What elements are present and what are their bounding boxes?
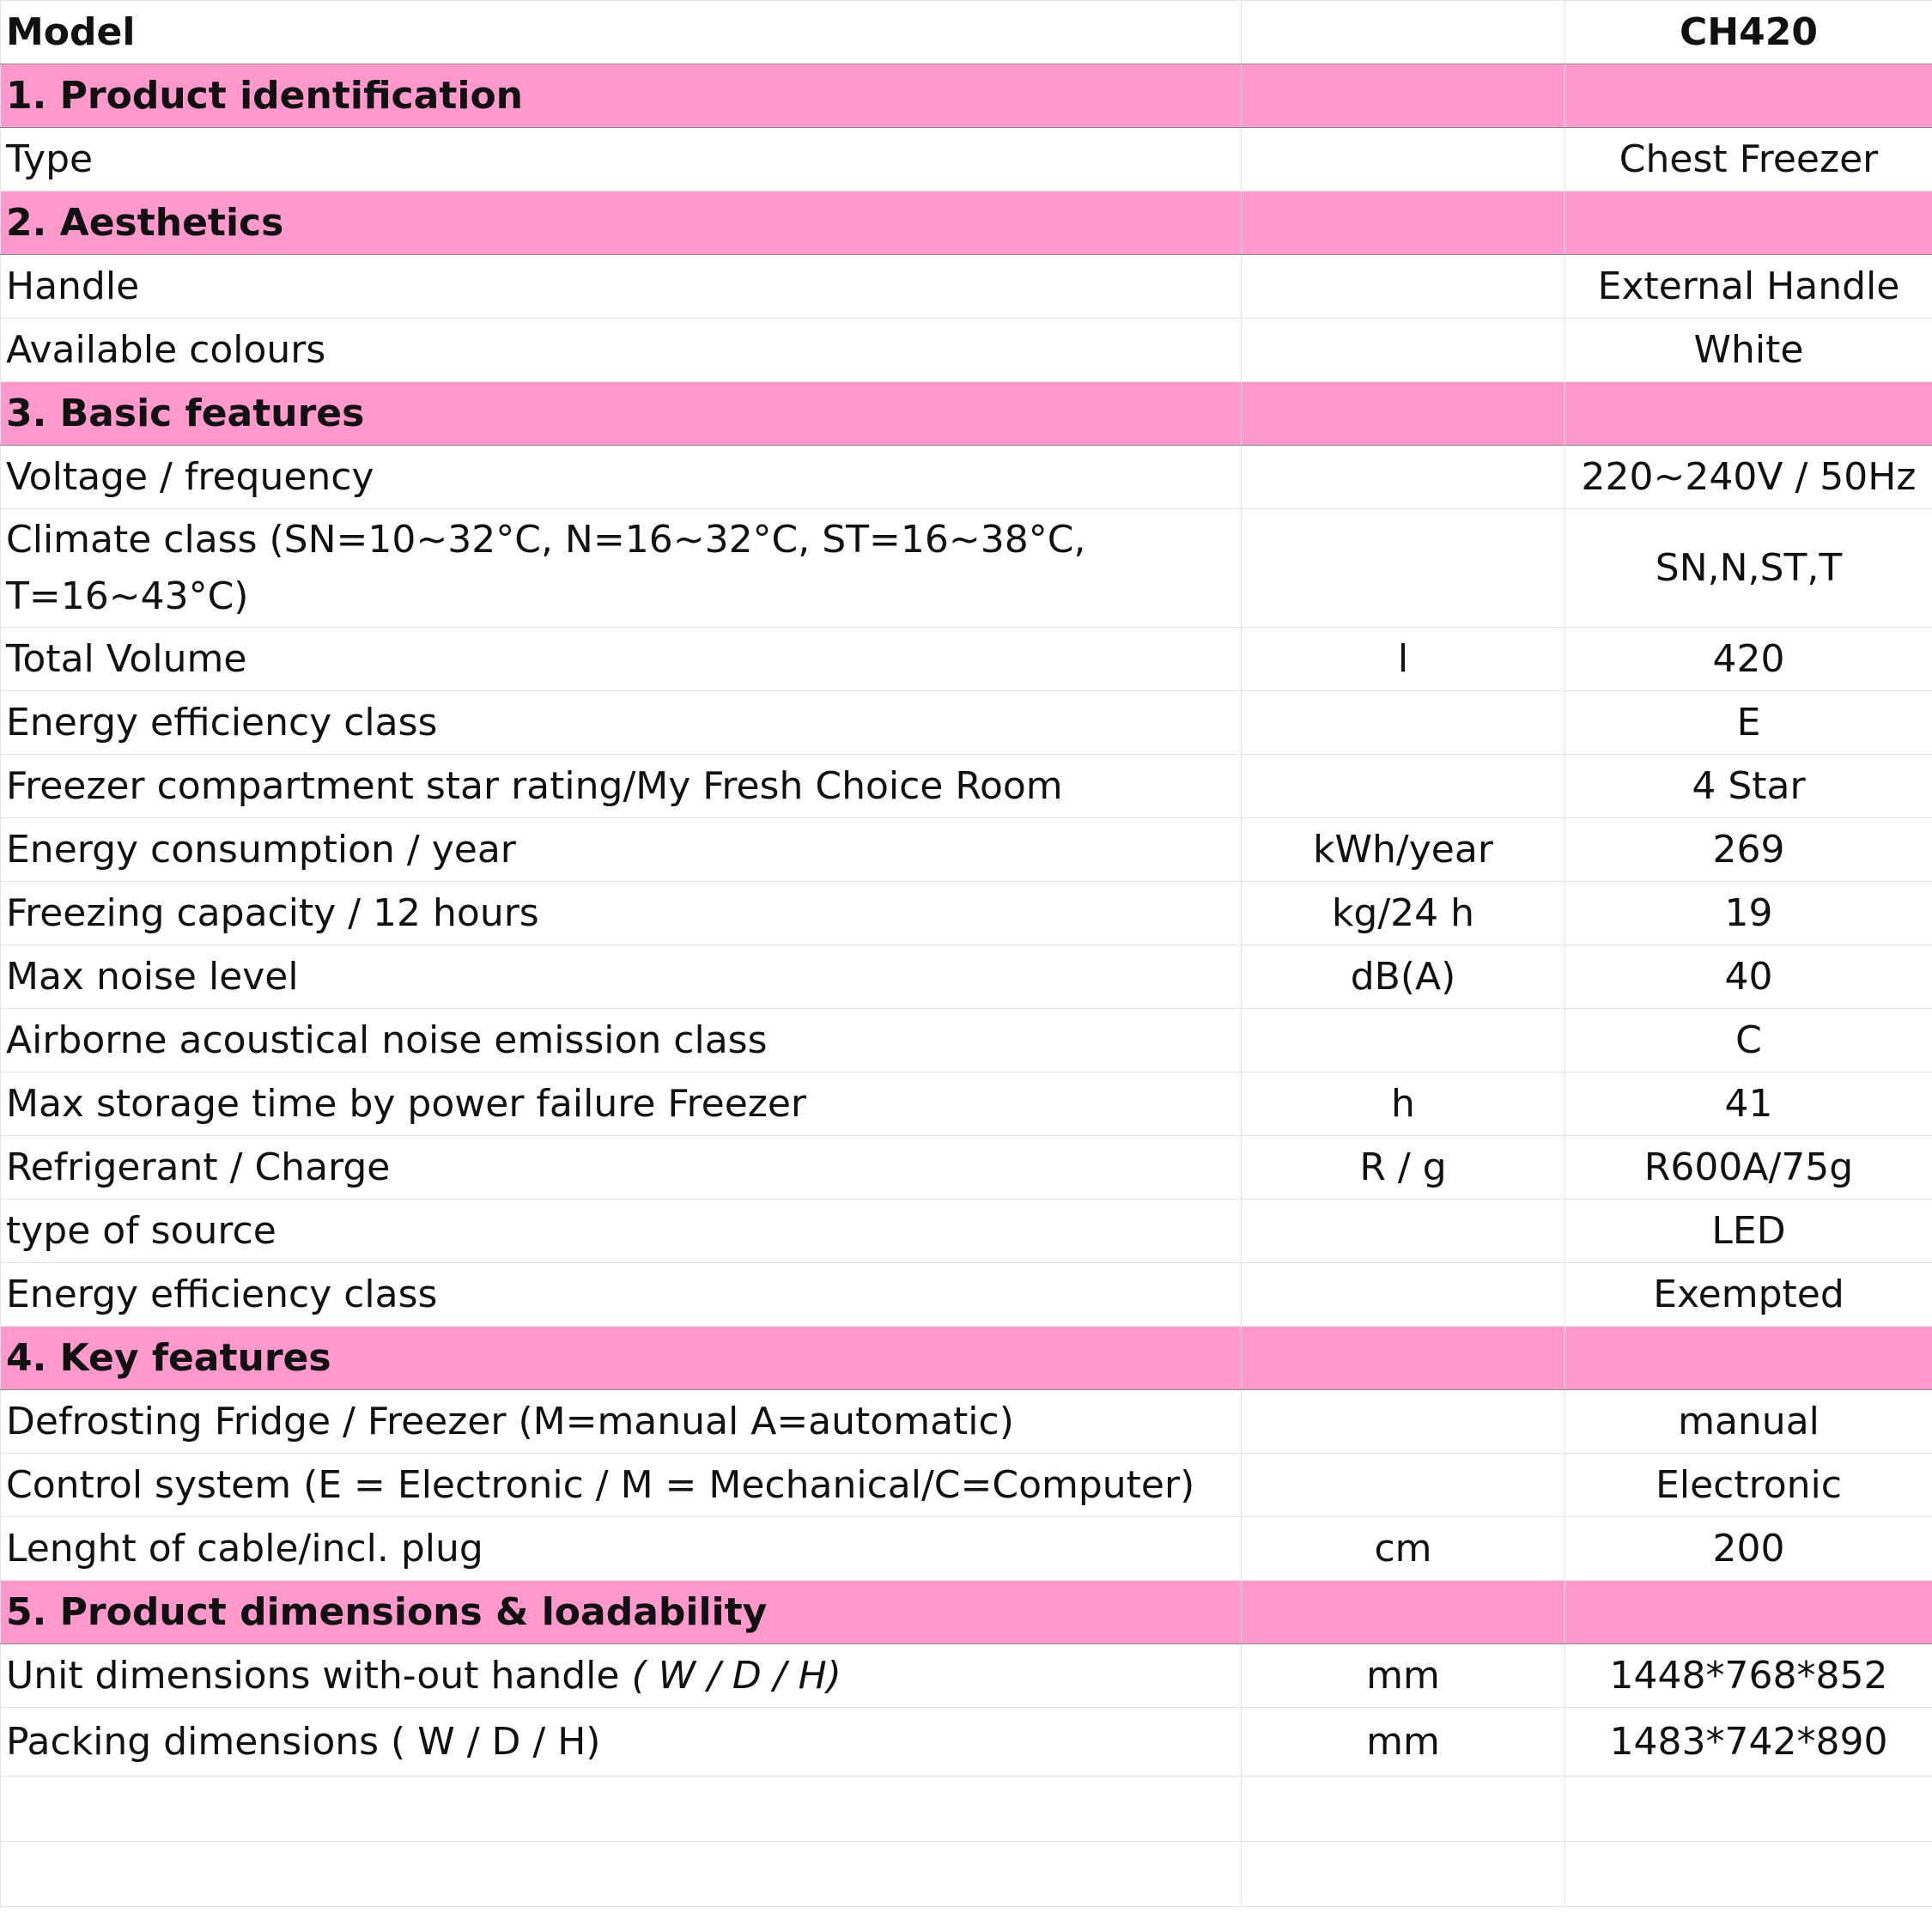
unit-cell bbox=[1242, 1327, 1565, 1390]
empty-row bbox=[1, 1842, 1932, 1907]
spec-row-climate-class bbox=[1, 509, 1932, 628]
spec-label: Climate class (SN=10~32°C, N=16~32°C, ST=16~38°C, T=16~43°C) bbox=[1, 509, 1242, 628]
value-cell: SN,N,ST,T bbox=[1565, 509, 1932, 628]
spec-row-refrigerant bbox=[1, 1136, 1932, 1200]
model-header-row bbox=[1, 1, 1932, 64]
value-cell: External Handle bbox=[1565, 255, 1932, 319]
value-cell: 420 bbox=[1565, 628, 1932, 691]
unit-cell bbox=[1242, 319, 1565, 382]
spec-label: Voltage / frequency bbox=[1, 446, 1242, 509]
value-cell bbox=[1565, 1581, 1932, 1644]
spec-label bbox=[1, 1644, 1242, 1708]
value-cell bbox=[1565, 191, 1932, 255]
model-name: CH420 bbox=[1565, 1, 1932, 64]
section-title: 3. Basic features bbox=[1, 382, 1242, 446]
value-cell bbox=[1565, 64, 1932, 128]
unit-cell bbox=[1242, 691, 1565, 755]
value-cell: manual bbox=[1565, 1390, 1932, 1454]
spec-row-type bbox=[1, 128, 1932, 191]
spec-row-light-energy-class bbox=[1, 1263, 1932, 1327]
section-aesthetics bbox=[1, 191, 1932, 255]
unit-cell bbox=[1242, 64, 1565, 128]
spec-label bbox=[1, 1777, 1242, 1842]
model-unit bbox=[1242, 1, 1565, 64]
value-cell bbox=[1565, 1842, 1932, 1907]
section-basic-features bbox=[1, 382, 1932, 446]
spec-row-freezing-capacity bbox=[1, 882, 1932, 945]
spec-label: Freezer compartment star rating/My Fresh Choice Room bbox=[1, 755, 1242, 818]
unit-cell: mm bbox=[1242, 1644, 1565, 1708]
spec-label: Max noise level bbox=[1, 945, 1242, 1009]
unit-cell bbox=[1242, 382, 1565, 446]
unit-cell: l bbox=[1242, 628, 1565, 691]
unit-cell: R / g bbox=[1242, 1136, 1565, 1200]
value-cell: C bbox=[1565, 1009, 1932, 1072]
unit-cell: mm bbox=[1242, 1708, 1565, 1777]
spec-label: Packing dimensions ( W / D / H) bbox=[1, 1708, 1242, 1777]
section-title: 1. Product identification bbox=[1, 64, 1242, 128]
spec-label: Freezing capacity / 12 hours bbox=[1, 882, 1242, 945]
spec-row-storage-time bbox=[1, 1072, 1932, 1136]
spec-label: Defrosting Fridge / Freezer (M=manual A=automatic) bbox=[1, 1390, 1242, 1454]
spec-label: Available colours bbox=[1, 319, 1242, 382]
unit-cell: h bbox=[1242, 1072, 1565, 1136]
value-cell: R600A/75g bbox=[1565, 1136, 1932, 1200]
value-cell: 200 bbox=[1565, 1517, 1932, 1581]
spec-row-total-volume bbox=[1, 628, 1932, 691]
spec-row-colours bbox=[1, 319, 1932, 382]
unit-cell bbox=[1242, 255, 1565, 319]
unit-cell bbox=[1242, 1842, 1565, 1907]
spec-label: Refrigerant / Charge bbox=[1, 1136, 1242, 1200]
spec-label: Lenght of cable/incl. plug bbox=[1, 1517, 1242, 1581]
value-cell: LED bbox=[1565, 1200, 1932, 1263]
spec-label: Total Volume bbox=[1, 628, 1242, 691]
spec-row-cable-length bbox=[1, 1517, 1932, 1581]
spec-row-defrosting bbox=[1, 1390, 1932, 1454]
spec-row-voltage bbox=[1, 446, 1932, 509]
spec-row-handle bbox=[1, 255, 1932, 319]
value-cell: Exempted bbox=[1565, 1263, 1932, 1327]
unit-cell bbox=[1242, 755, 1565, 818]
value-cell bbox=[1565, 1777, 1932, 1842]
value-cell: 41 bbox=[1565, 1072, 1932, 1136]
unit-cell bbox=[1242, 1777, 1565, 1842]
spec-label: Max storage time by power failure Freezer bbox=[1, 1072, 1242, 1136]
unit-cell: dB(A) bbox=[1242, 945, 1565, 1009]
unit-cell bbox=[1242, 1009, 1565, 1072]
unit-cell bbox=[1242, 191, 1565, 255]
spec-label: Energy efficiency class bbox=[1, 1263, 1242, 1327]
section-key-features bbox=[1, 1327, 1932, 1390]
unit-cell: kg/24 h bbox=[1242, 882, 1565, 945]
spec-row-light-source bbox=[1, 1200, 1932, 1263]
section-product-identification bbox=[1, 64, 1932, 128]
unit-cell bbox=[1242, 1390, 1565, 1454]
value-cell: Electronic bbox=[1565, 1454, 1932, 1517]
unit-cell bbox=[1242, 1263, 1565, 1327]
value-cell bbox=[1565, 1327, 1932, 1390]
unit-cell: kWh/year bbox=[1242, 818, 1565, 882]
spec-row-noise-level bbox=[1, 945, 1932, 1009]
spec-label-text: Unit dimensions with-out handle bbox=[6, 1653, 632, 1698]
value-cell: 40 bbox=[1565, 945, 1932, 1009]
spec-label: type of source bbox=[1, 1200, 1242, 1263]
empty-row bbox=[1, 1777, 1932, 1842]
spec-row-noise-class bbox=[1, 1009, 1932, 1072]
spec-label: Energy efficiency class bbox=[1, 691, 1242, 755]
spec-row-energy-consumption bbox=[1, 818, 1932, 882]
value-cell: 19 bbox=[1565, 882, 1932, 945]
section-title: 4. Key features bbox=[1, 1327, 1242, 1390]
section-title: 5. Product dimensions & loadability bbox=[1, 1581, 1242, 1644]
model-label: Model bbox=[1, 1, 1242, 64]
unit-cell bbox=[1242, 509, 1565, 628]
spec-label: Type bbox=[1, 128, 1242, 191]
value-cell: Chest Freezer bbox=[1565, 128, 1932, 191]
spec-row-star-rating bbox=[1, 755, 1932, 818]
spec-label: Handle bbox=[1, 255, 1242, 319]
value-cell: 269 bbox=[1565, 818, 1932, 882]
spec-label: Control system (E = Electronic / M = Mechanical/C=Computer) bbox=[1, 1454, 1242, 1517]
value-cell: 4 Star bbox=[1565, 755, 1932, 818]
spec-label-italic: ( W / D / H) bbox=[631, 1653, 841, 1698]
spec-label: Energy consumption / year bbox=[1, 818, 1242, 882]
unit-cell bbox=[1242, 1454, 1565, 1517]
value-cell: 1448*768*852 bbox=[1565, 1644, 1932, 1708]
value-cell: 1483*742*890 bbox=[1565, 1708, 1932, 1777]
section-product-dimensions bbox=[1, 1581, 1932, 1644]
section-title: 2. Aesthetics bbox=[1, 191, 1242, 255]
spec-label: Airborne acoustical noise emission class bbox=[1, 1009, 1242, 1072]
spec-row-unit-dimensions bbox=[1, 1644, 1932, 1708]
value-cell: E bbox=[1565, 691, 1932, 755]
value-cell: White bbox=[1565, 319, 1932, 382]
spec-row-packing-dimensions bbox=[1, 1708, 1932, 1777]
spec-row-energy-class bbox=[1, 691, 1932, 755]
value-cell: 220~240V / 50Hz bbox=[1565, 446, 1932, 509]
unit-cell bbox=[1242, 1200, 1565, 1263]
spec-row-control-system bbox=[1, 1454, 1932, 1517]
value-cell bbox=[1565, 382, 1932, 446]
unit-cell bbox=[1242, 446, 1565, 509]
unit-cell bbox=[1242, 128, 1565, 191]
unit-cell bbox=[1242, 1581, 1565, 1644]
unit-cell: cm bbox=[1242, 1517, 1565, 1581]
spec-label bbox=[1, 1842, 1242, 1907]
